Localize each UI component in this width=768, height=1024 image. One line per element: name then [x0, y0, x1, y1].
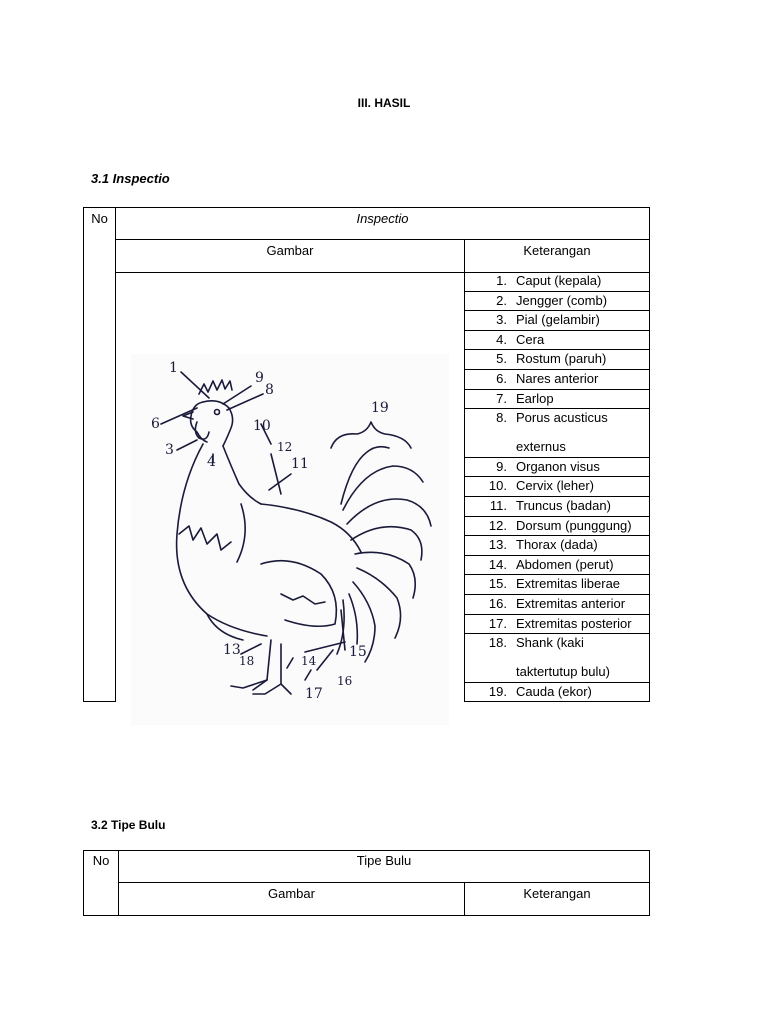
list-item: [464, 575, 650, 595]
table2-header-gambar: Gambar: [268, 886, 315, 901]
list-item: [464, 536, 650, 556]
list-item-text: Porus acusticus: [516, 410, 608, 426]
drawing-label: 16: [337, 674, 353, 688]
list-item-text: Shank (kaki: [516, 635, 584, 651]
list-item: [464, 350, 650, 370]
list-item: [464, 595, 650, 615]
rooster-drawing: [131, 354, 449, 725]
list-item-text: Cervix (leher): [516, 478, 595, 494]
list-item: [464, 292, 650, 312]
drawing-label: 13: [223, 642, 241, 658]
list-item-text: Caput (kepala): [516, 273, 602, 288]
list-item: [464, 458, 650, 478]
drawing-label: 10: [253, 418, 271, 434]
list-item-text: Extremitas liberae: [516, 576, 621, 592]
table-header-keterangan: Keterangan: [523, 243, 591, 258]
list-item-number: 13.: [488, 537, 507, 553]
list-item: [464, 272, 650, 292]
list-item-text: Earlop: [516, 390, 554, 406]
drawing-label: 3: [165, 442, 174, 458]
list-item-number: 12.: [488, 517, 507, 533]
list-item-number: 10.: [488, 478, 507, 494]
table2-header-keterangan: Keterangan: [523, 886, 591, 901]
table2-header-no: No: [92, 853, 110, 868]
list-item-text: Cera: [516, 331, 545, 347]
list-item-text: Extremitas anterior: [516, 595, 626, 611]
drawing-label: 8: [265, 382, 274, 398]
list-item-text: Jengger (comb): [516, 292, 608, 308]
list-item-number: 6.: [496, 370, 507, 386]
list-item-text: Extremitas posterior: [516, 615, 632, 631]
drawing-label: 15: [349, 644, 367, 660]
list-item-number: 1.: [496, 273, 507, 288]
list-item: [464, 390, 650, 410]
list-item-text: Organon visus: [516, 458, 600, 474]
drawing-label: 12: [277, 440, 293, 454]
drawing-label: 18: [239, 654, 255, 668]
list-item: [464, 370, 650, 390]
list-item-text: Cauda (ekor): [516, 683, 592, 699]
table-header-gambar: Gambar: [266, 243, 314, 258]
list-item: [464, 556, 650, 576]
table-header-no: No: [91, 211, 108, 226]
list-item-number: 8.: [496, 410, 507, 426]
drawing-label: 19: [371, 400, 389, 416]
drawing-label: 9: [255, 370, 264, 386]
drawing-label: 17: [305, 686, 323, 702]
drawing-label: 11: [291, 456, 309, 472]
list-item: [464, 634, 650, 683]
list-item: [464, 497, 650, 517]
section-heading-inspectio: 3.1 Inspectio: [91, 171, 170, 186]
list-item-number: 17.: [488, 615, 507, 631]
list-item-text: Pial (gelambir): [516, 312, 600, 328]
list-item-number: 19.: [488, 683, 507, 699]
list-item: [464, 683, 650, 703]
list-item-text: externus: [516, 439, 566, 455]
list-item-number: 14.: [488, 556, 507, 572]
list-item-number: 9.: [496, 458, 507, 474]
list-item-number: 18.: [488, 635, 507, 651]
list-item-number: 16.: [488, 595, 507, 611]
list-item-text: Rostum (paruh): [516, 351, 607, 367]
list-item: [464, 517, 650, 537]
list-item-text: Truncus (badan): [516, 497, 611, 513]
section-heading-tipe-bulu: 3.2 Tipe Bulu: [91, 818, 166, 832]
table2-header-tipe-bulu: Tipe Bulu: [356, 853, 412, 868]
list-item: [464, 477, 650, 497]
list-item: [464, 615, 650, 635]
drawing-label: 14: [301, 654, 317, 668]
list-item-text: taktertutup bulu): [516, 664, 610, 680]
list-item-number: 2.: [496, 292, 507, 308]
list-item-number: 15.: [488, 576, 507, 592]
list-item-text: Nares anterior: [516, 370, 599, 386]
list-item-text: Thorax (dada): [516, 537, 598, 553]
drawing-label: 6: [151, 416, 160, 432]
list-item-number: 11.: [489, 497, 507, 513]
list-item-text: Abdomen (perut): [516, 556, 614, 572]
list-item: [464, 409, 650, 458]
list-item-number: 5.: [496, 351, 507, 367]
list-item-text: Dorsum (punggung): [516, 517, 632, 533]
keterangan-list: [464, 272, 650, 702]
page-title: III. HASIL: [357, 96, 411, 110]
table-header-inspectio: Inspectio: [356, 211, 409, 226]
list-item-number: 4.: [496, 331, 507, 347]
drawing-label: 4: [207, 454, 216, 470]
list-item-number: 7.: [496, 390, 507, 406]
drawing-label: 1: [169, 360, 178, 376]
list-item-number: 3.: [496, 312, 507, 328]
list-item: [464, 331, 650, 351]
list-item: [464, 311, 650, 331]
